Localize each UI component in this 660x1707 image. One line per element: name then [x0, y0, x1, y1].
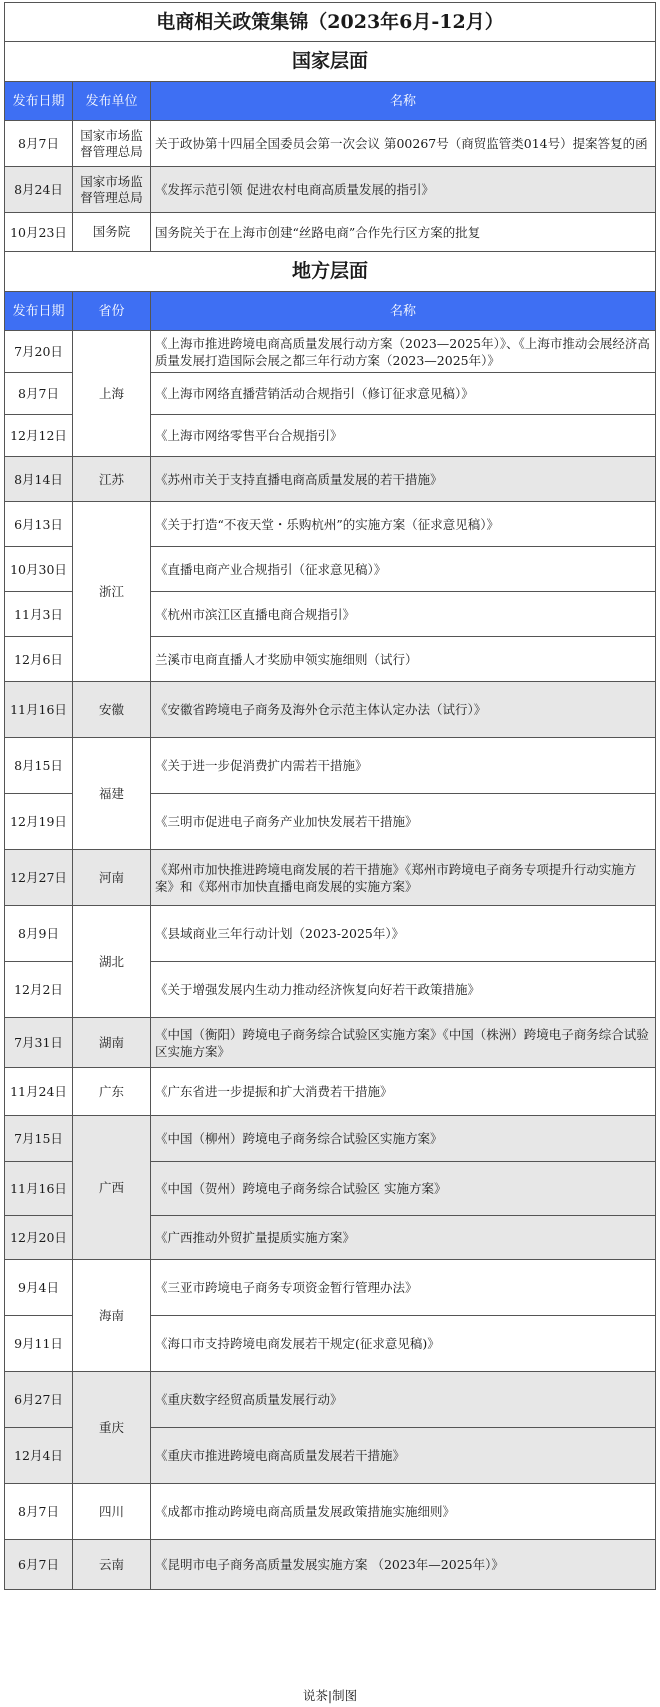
date-cell: 12月12日	[5, 415, 73, 457]
date-cell: 12月4日	[5, 1428, 73, 1484]
table-row	[5, 738, 656, 794]
local-table-body	[5, 331, 656, 1590]
local-section-title: 地方层面	[5, 252, 656, 292]
province-cell: 广东	[73, 1068, 151, 1116]
province-cell: 福建	[73, 738, 151, 850]
date-cell: 12月20日	[5, 1216, 73, 1260]
table-row	[5, 331, 656, 373]
policy-name-cell: 《中国（衡阳）跨境电子商务综合试验区实施方案》《中国（株洲）跨境电子商务综合试验区实施方案》	[151, 1018, 656, 1068]
policy-name-cell: 《三亚市跨境电子商务专项资金暂行管理办法》	[151, 1260, 656, 1316]
date-cell: 12月6日	[5, 637, 73, 682]
date-cell: 10月30日	[5, 547, 73, 592]
province-cell: 湖南	[73, 1018, 151, 1068]
date-cell: 7月20日	[5, 331, 73, 373]
date-cell: 11月16日	[5, 1162, 73, 1216]
table-row	[5, 1484, 656, 1540]
date-cell: 12月2日	[5, 962, 73, 1018]
policy-name-cell: 《关于进一步促消费扩内需若干措施》	[151, 738, 656, 794]
policy-name-cell: 《中国（贺州）跨境电子商务综合试验区 实施方案》	[151, 1162, 656, 1216]
date-cell: 8月14日	[5, 457, 73, 502]
province-cell: 海南	[73, 1260, 151, 1372]
date-cell: 6月13日	[5, 502, 73, 547]
table-title-row	[5, 3, 656, 42]
date-cell: 12月27日	[5, 850, 73, 906]
province-cell: 重庆	[73, 1372, 151, 1484]
policy-table-frame	[4, 2, 655, 1590]
policy-name-cell: 关于政协第十四届全国委员会第一次会议 第00267号（商贸监管类014号）提案答复的函	[151, 121, 656, 167]
date-cell: 8月7日	[5, 1484, 73, 1540]
table-row	[5, 906, 656, 962]
policy-name-cell: 《昆明市电子商务高质量发展实施方案 （2023年—2025年）》	[151, 1540, 656, 1590]
local-header-row	[5, 292, 656, 331]
national-section-row	[5, 42, 656, 82]
policy-name-cell: 《中国（柳州）跨境电子商务综合试验区实施方案》	[151, 1116, 656, 1162]
header-name: 名称	[151, 292, 656, 331]
province-cell: 湖北	[73, 906, 151, 1018]
date-cell: 12月19日	[5, 794, 73, 850]
date-cell: 11月16日	[5, 682, 73, 738]
policy-name-cell: 《安徽省跨境电子商务及海外仓示范主体认定办法（试行）》	[151, 682, 656, 738]
unit-cell: 国家市场监督管理总局	[73, 121, 151, 167]
table-row	[5, 682, 656, 738]
header-unit: 发布单位	[73, 82, 151, 121]
date-cell: 11月3日	[5, 592, 73, 637]
table-row	[5, 457, 656, 502]
date-cell: 9月4日	[5, 1260, 73, 1316]
date-cell: 8月7日	[5, 373, 73, 415]
policy-name-cell: 《三明市促进电子商务产业加快发展若干措施》	[151, 794, 656, 850]
table-row	[5, 1068, 656, 1116]
province-cell: 浙江	[73, 502, 151, 682]
date-cell: 8月15日	[5, 738, 73, 794]
national-header-row	[5, 82, 656, 121]
unit-cell: 国家市场监督管理总局	[73, 167, 151, 213]
province-cell: 四川	[73, 1484, 151, 1540]
date-cell: 8月9日	[5, 906, 73, 962]
date-cell: 6月7日	[5, 1540, 73, 1590]
date-cell: 11月24日	[5, 1068, 73, 1116]
policy-name-cell: 《县域商业三年行动计划（2023-2025年）》	[151, 906, 656, 962]
unit-cell: 国务院	[73, 213, 151, 252]
policy-name-cell: 《海口市支持跨境电商发展若干规定(征求意见稿)》	[151, 1316, 656, 1372]
table-row	[5, 1018, 656, 1068]
policy-name-cell: 国务院关于在上海市创建“丝路电商”合作先行区方案的批复	[151, 213, 656, 252]
policy-name-cell: 《关于打造“不夜天堂・乐购杭州”的实施方案（征求意见稿）》	[151, 502, 656, 547]
header-province: 省份	[73, 292, 151, 331]
policy-name-cell: 《广西推动外贸扩量提质实施方案》	[151, 1216, 656, 1260]
header-date: 发布日期	[5, 292, 73, 331]
national-section-title: 国家层面	[5, 42, 656, 82]
date-cell: 9月11日	[5, 1316, 73, 1372]
policy-name-cell: 《成都市推动跨境电商高质量发展政策措施实施细则》	[151, 1484, 656, 1540]
header-name: 名称	[151, 82, 656, 121]
policy-name-cell: 《上海市网络直播营销活动合规指引（修订征求意见稿）》	[151, 373, 656, 415]
date-cell: 10月23日	[5, 213, 73, 252]
policy-name-cell: 《上海市推进跨境电商高质量发展行动方案（2023—2025年）》、《上海市推动会展经济高质量发展打造国际会展之都三年行动方案（2023—2025年）》	[151, 331, 656, 373]
province-cell: 广西	[73, 1116, 151, 1260]
policy-name-cell: 《郑州市加快推进跨境电商发展的若干措施》《郑州市跨境电子商务专项提升行动实施方案》和《郑州市加快直播电商发展的实施方案》	[151, 850, 656, 906]
table-row	[5, 1540, 656, 1590]
date-cell: 8月24日	[5, 167, 73, 213]
policy-name-cell: 《直播电商产业合规指引（征求意见稿）》	[151, 547, 656, 592]
date-cell: 6月27日	[5, 1372, 73, 1428]
policy-name-cell: 《上海市网络零售平台合规指引》	[151, 415, 656, 457]
table-title: 电商相关政策集锦（2023年6月-12月）	[5, 3, 656, 42]
date-cell: 8月7日	[5, 121, 73, 167]
table-row	[5, 1260, 656, 1316]
image-credit: 说茶|制图	[302, 1688, 358, 1703]
date-cell: 7月31日	[5, 1018, 73, 1068]
table-row	[5, 502, 656, 547]
header-date: 发布日期	[5, 82, 73, 121]
policy-name-cell: 《重庆数字经贸高质量发展行动》	[151, 1372, 656, 1428]
table-row	[5, 850, 656, 906]
province-cell: 江苏	[73, 457, 151, 502]
table-row	[5, 121, 656, 167]
province-cell: 河南	[73, 850, 151, 906]
province-cell: 云南	[73, 1540, 151, 1590]
policy-name-cell: 《重庆市推进跨境电商高质量发展若干措施》	[151, 1428, 656, 1484]
province-cell: 上海	[73, 331, 151, 457]
policy-name-cell: 《关于增强发展内生动力推动经济恢复向好若干政策措施》	[151, 962, 656, 1018]
table-row	[5, 1116, 656, 1162]
table-row	[5, 1372, 656, 1428]
policy-name-cell: 《发挥示范引领 促进农村电商高质量发展的指引》	[151, 167, 656, 213]
policy-name-cell: 《广东省进一步提振和扩大消费若干措施》	[151, 1068, 656, 1116]
table-row	[5, 167, 656, 213]
date-cell: 7月15日	[5, 1116, 73, 1162]
policy-name-cell: 兰溪市电商直播人才奖励申领实施细则（试行）	[151, 637, 656, 682]
table-row	[5, 213, 656, 252]
policy-name-cell: 《苏州市关于支持直播电商高质量发展的若干措施》	[151, 457, 656, 502]
province-cell: 安徽	[73, 682, 151, 738]
local-section-row	[5, 252, 656, 292]
policy-name-cell: 《杭州市滨江区直播电商合规指引》	[151, 592, 656, 637]
policy-table	[4, 2, 656, 1590]
